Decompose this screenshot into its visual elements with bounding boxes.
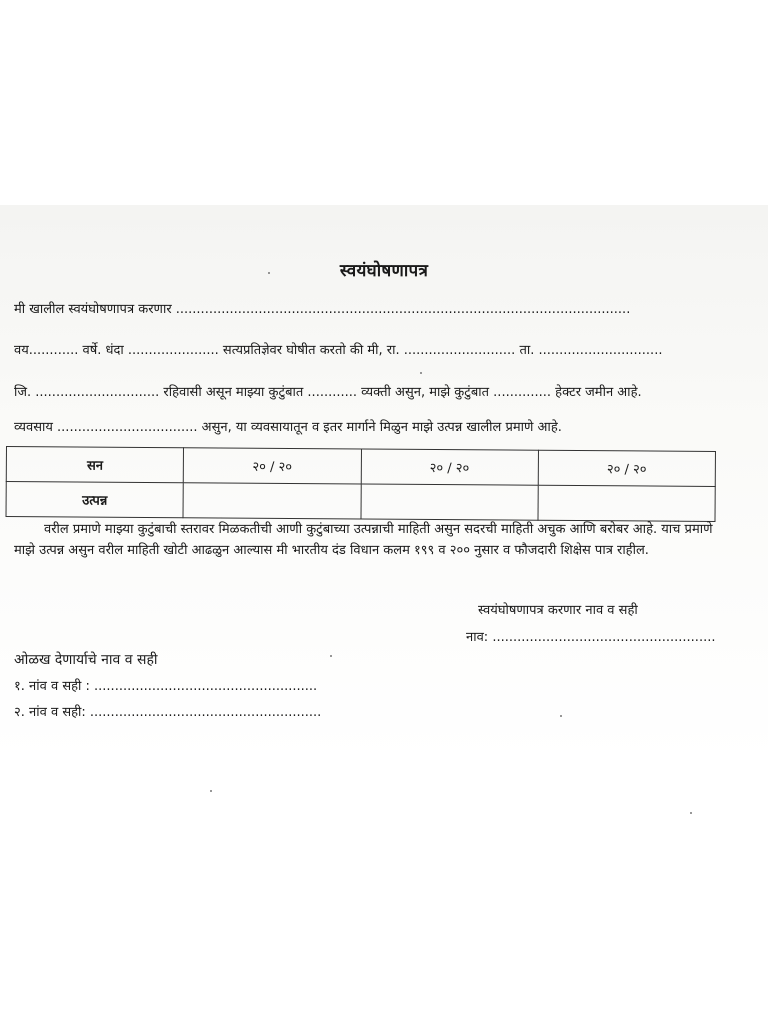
- declarant-name-line: नाव: ......................................................: [466, 630, 716, 645]
- year-label-cell: सन: [6, 447, 183, 483]
- declaration-paragraph: [14, 519, 714, 561]
- witness-1-line: १. नांव व सही : ......................................................: [14, 679, 318, 694]
- age-occupation-line: वय............ वर्षे. धंदा ...................... सत्यप्रतिज्ञेवर घोषीत करतो की मी, रा. ........................... ता. ..............................: [14, 343, 663, 358]
- business-line: व्यवसाय .................................. असुन, या व्यवसायातून व इतर मार्गाने मिळुन माझे उत्पन्न खालील प्रमाणे आहे.: [14, 420, 562, 435]
- year-cell: २० / २०: [183, 448, 360, 484]
- district-family-line: जि. .............................. रहिवासी असून माझ्या कुटुंबात ............ व्यक्ती असुन, माझे कुटुंबात .............. हेक्टर जमीन आहे.: [14, 385, 642, 400]
- income-cell: [538, 485, 715, 521]
- scan-speck: [560, 715, 562, 717]
- year-cell: २० / २०: [538, 450, 715, 486]
- income-cell: [183, 483, 360, 519]
- year-cell: २० / २०: [361, 449, 538, 485]
- income-label-cell: उत्पन्न: [6, 482, 183, 518]
- income-cell: [360, 484, 537, 520]
- table-row: [6, 482, 715, 522]
- form-title: स्वयंघोषणापत्र: [339, 261, 429, 281]
- scan-speck: [268, 272, 270, 274]
- scan-speck: [210, 790, 212, 792]
- scan-speck: [330, 655, 332, 657]
- declarant-line: मी खालील स्वयंघोषणापत्र करणार ..............................................................................................................: [14, 302, 631, 317]
- witness-2-line: २. नांव व सही: ........................................................: [14, 705, 322, 720]
- scan-speck: [420, 372, 422, 374]
- declarant-signature-label: स्वयंघोषणापत्र करणार नाव व सही: [478, 603, 638, 618]
- witness-heading: ओळख देणार्याचे नाव व सही: [14, 652, 158, 668]
- table-row: [6, 447, 715, 487]
- declaration-text: वरील प्रमाणे माझ्या कुटुंबाची स्तरावर मिळकतीची आणी कुटुंबाच्या उत्पन्नाची माहिती असुन सदरची माहिती अचुक आणि बरोबर आहे. याच प्रमाणे माझे उत्पन्न असुन वरील माहिती खोटी आढळुन आल्यास मी भारतीय दंड विधान कलम १९९ व २०० नुसार व फौजदारी शिक्षेस पात्र राहील.: [14, 522, 713, 558]
- income-table: [6, 446, 716, 522]
- scan-speck: [690, 812, 692, 814]
